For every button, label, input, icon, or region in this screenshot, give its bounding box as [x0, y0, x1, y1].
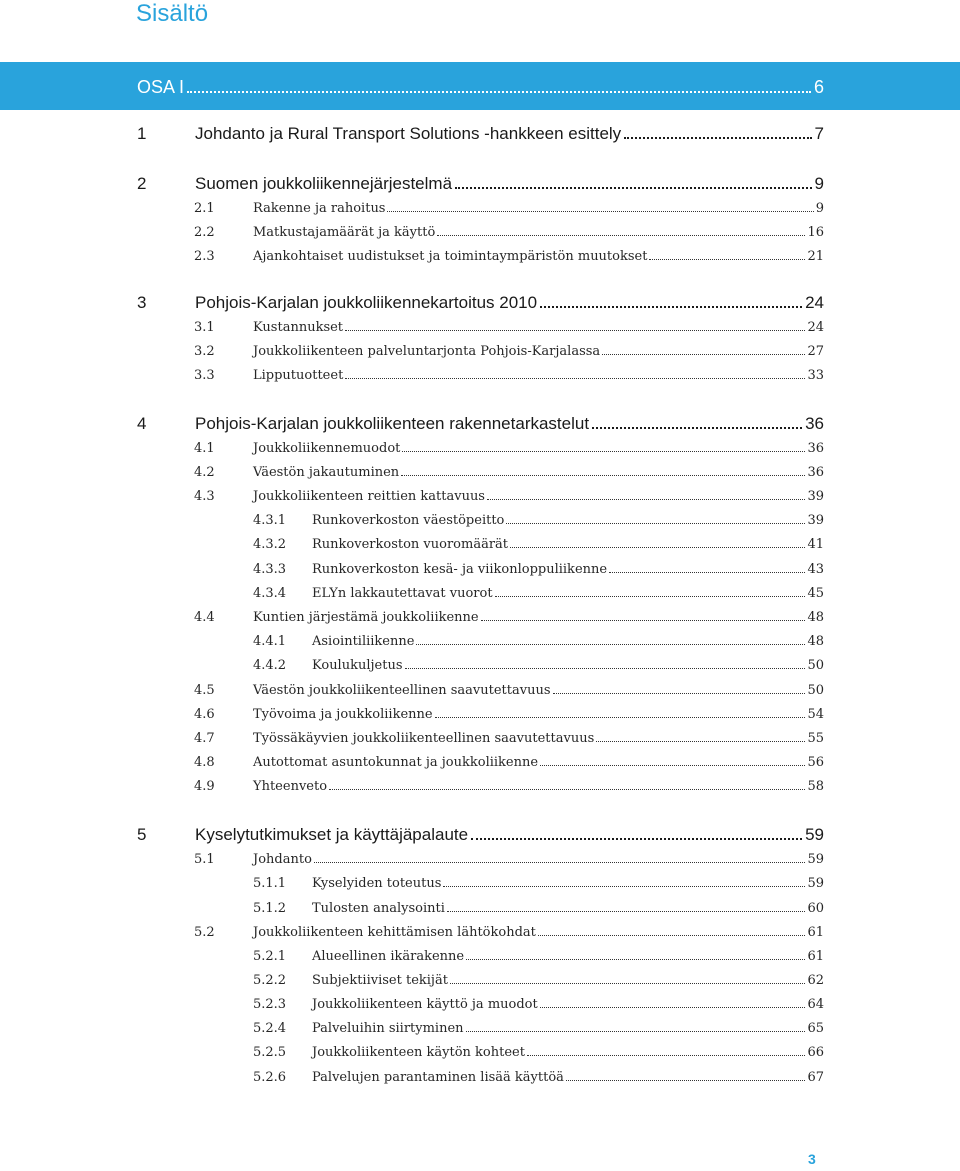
toc-title: Johdanto — [253, 852, 312, 867]
toc-number: 2 — [137, 174, 147, 193]
toc-number: 5.2.3 — [253, 997, 287, 1012]
toc-title: Kyselyiden toteutus — [312, 876, 442, 891]
dot-leader — [649, 259, 805, 260]
toc-page: 36 — [807, 465, 824, 480]
toc-number: 5 — [137, 825, 147, 844]
toc-number: 4.4.2 — [253, 658, 287, 673]
toc-title: Tulosten analysointi — [312, 901, 445, 916]
toc-number: 4.3.1 — [253, 513, 287, 528]
toc-entry[interactable] — [194, 707, 824, 723]
toc-number: 3.3 — [194, 368, 215, 383]
toc-title: Palveluihin siirtyminen — [312, 1021, 464, 1036]
dot-leader — [602, 354, 805, 355]
dot-leader — [405, 668, 806, 669]
toc-number: 3.2 — [194, 344, 215, 359]
dot-leader — [435, 717, 806, 718]
toc-number: 5.2.6 — [253, 1070, 287, 1085]
toc-entry[interactable] — [194, 683, 824, 699]
toc-number: 4.5 — [194, 683, 215, 698]
toc-number: 3.1 — [194, 320, 215, 335]
toc-page: 60 — [807, 901, 824, 916]
toc-number: 4.4 — [194, 610, 215, 625]
dot-leader — [538, 935, 806, 936]
toc-entry[interactable] — [253, 658, 824, 674]
toc-page: 59 — [807, 876, 824, 891]
toc-title: Työvoima ja joukkoliikenne — [253, 707, 433, 722]
toc-title: Palvelujen parantaminen lisää käyttöä — [312, 1070, 564, 1085]
dot-leader — [596, 741, 805, 742]
dot-leader — [495, 596, 806, 597]
toc-number: 5.1.2 — [253, 901, 287, 916]
part-page: 6 — [813, 77, 824, 97]
toc-page: 9 — [814, 174, 824, 193]
toc-entry[interactable] — [137, 414, 824, 434]
toc-page: 43 — [807, 562, 824, 577]
dot-leader — [553, 693, 806, 694]
toc-entry[interactable] — [137, 124, 824, 144]
toc-entry[interactable] — [194, 610, 824, 626]
dot-leader — [437, 235, 805, 236]
toc-page: 62 — [807, 973, 824, 988]
toc-title: Väestön jakautuminen — [253, 465, 400, 480]
toc-page: 67 — [807, 1070, 824, 1085]
toc-title: Koulukuljetus — [312, 658, 403, 673]
dot-leader — [466, 959, 805, 960]
dot-leader — [401, 475, 805, 476]
toc-title: ELYn lakkautettavat vuorot — [312, 586, 493, 601]
toc-title: Alueellinen ikärakenne — [312, 949, 465, 964]
toc-number: 2.2 — [194, 225, 215, 240]
dot-leader — [329, 789, 805, 790]
toc-title: Joukkoliikenteen reittien kattavuus — [253, 489, 485, 504]
toc-page: 33 — [807, 368, 824, 383]
toc-entry[interactable] — [253, 562, 824, 578]
dot-leader — [345, 378, 805, 379]
toc-part-entry[interactable] — [137, 76, 824, 98]
toc-entry[interactable] — [253, 537, 824, 553]
toc-page: 65 — [807, 1021, 824, 1036]
toc-title: Pohjois-Karjalan joukkoliikennekartoitus 2010 — [195, 293, 538, 312]
toc-page: 36 — [807, 441, 824, 456]
toc-title: Ajankohtaiset uudistukset ja toimintaympäristön muutokset — [253, 249, 648, 264]
toc-page: 59 — [807, 852, 824, 867]
dot-leader — [345, 330, 805, 331]
toc-page: 48 — [807, 634, 824, 649]
toc-page: 39 — [807, 489, 824, 504]
toc-title: Subjektiiviset tekijät — [312, 973, 448, 988]
dot-leader — [487, 499, 805, 500]
toc-title: Rakenne ja rahoitus — [253, 201, 386, 216]
toc-number: 4.3.2 — [253, 537, 287, 552]
toc-number: 5.1 — [194, 852, 215, 867]
toc-page: 54 — [807, 707, 824, 722]
toc-entry[interactable] — [194, 465, 824, 481]
dot-leader — [471, 838, 802, 840]
toc-page: 58 — [807, 779, 824, 794]
toc-title: Runkoverkoston vuoromäärät — [312, 537, 509, 552]
toc-page: 61 — [807, 949, 824, 964]
dot-leader — [609, 572, 805, 573]
toc-title: Suomen joukkoliikennejärjestelmä — [195, 174, 453, 193]
toc-number: 3 — [137, 293, 147, 312]
toc-page: 24 — [807, 320, 824, 335]
toc-entry[interactable] — [253, 949, 824, 965]
toc-page: 64 — [807, 997, 824, 1012]
toc-entry[interactable] — [194, 201, 824, 217]
toc-entry[interactable] — [194, 344, 824, 360]
dot-leader — [447, 911, 806, 912]
toc-title: Johdanto ja Rural Transport Solutions -hankkeen esittely — [195, 124, 622, 143]
toc-title: Matkustajamäärät ja käyttö — [253, 225, 436, 240]
toc-page: 50 — [807, 683, 824, 698]
toc-entry[interactable] — [253, 901, 824, 917]
toc-page: 36 — [805, 414, 824, 433]
toc-page: 9 — [815, 201, 824, 216]
dot-leader — [510, 547, 805, 548]
toc-entry[interactable] — [194, 489, 824, 505]
toc-title: Työssäkäyvien joukkoliikenteellinen saavutettavuus — [253, 731, 595, 746]
toc-title: Pohjois-Karjalan joukkoliikenteen rakennetarkastelut — [195, 414, 590, 433]
toc-title: Joukkoliikenteen käyttö ja muodot — [312, 997, 538, 1012]
toc-number: 4.3.3 — [253, 562, 287, 577]
toc-page: 24 — [805, 293, 824, 312]
dot-leader — [592, 427, 802, 429]
toc-page: 21 — [807, 249, 824, 264]
toc-entry[interactable] — [194, 852, 824, 868]
dot-leader — [443, 886, 805, 887]
toc-entry[interactable] — [194, 320, 824, 336]
toc-number: 4.3 — [194, 489, 215, 504]
dot-leader — [540, 1007, 806, 1008]
toc-number: 4.3.4 — [253, 586, 287, 601]
toc-number: 2.3 — [194, 249, 215, 264]
toc-number: 4.6 — [194, 707, 215, 722]
toc-title: Kustannukset — [253, 320, 344, 335]
toc-entry[interactable] — [194, 368, 824, 384]
dot-leader — [450, 983, 806, 984]
toc-entry[interactable] — [194, 755, 824, 771]
toc-number: 4.9 — [194, 779, 215, 794]
dot-leader — [506, 523, 805, 524]
toc-entry[interactable] — [253, 513, 824, 529]
toc-entry[interactable] — [194, 441, 824, 457]
page-title: Sisältö — [136, 0, 209, 27]
toc-page: 56 — [807, 755, 824, 770]
toc-page: 61 — [807, 925, 824, 940]
toc-title: Autottomat asuntokunnat ja joukkoliikenne — [253, 755, 539, 770]
dot-leader — [402, 451, 805, 452]
toc-entry[interactable] — [253, 634, 824, 650]
dot-leader — [540, 765, 805, 766]
dot-leader — [387, 211, 813, 212]
page-number: 3 — [808, 1151, 816, 1167]
toc-entry[interactable] — [194, 731, 824, 747]
toc-entry[interactable] — [137, 825, 824, 845]
toc-page: 45 — [807, 586, 824, 601]
toc-entry[interactable] — [253, 1021, 824, 1037]
toc-title: Kyselytutkimukset ja käyttäjäpalaute — [195, 825, 469, 844]
toc-number: 4.4.1 — [253, 634, 287, 649]
toc-number: 1 — [137, 124, 147, 143]
dot-leader — [527, 1055, 805, 1056]
toc-page: 59 — [805, 825, 824, 844]
toc-page: 66 — [807, 1045, 824, 1060]
dot-leader — [624, 137, 811, 139]
toc-entry[interactable] — [253, 973, 824, 989]
toc-number: 4.1 — [194, 441, 215, 456]
toc-entry[interactable] — [194, 779, 824, 795]
toc-title: Joukkoliikenteen palveluntarjonta Pohjois-Karjalassa — [253, 344, 601, 359]
toc-number: 5.2.5 — [253, 1045, 287, 1060]
dot-leader — [187, 91, 811, 93]
toc-number: 5.2.4 — [253, 1021, 287, 1036]
toc-entry[interactable] — [253, 1070, 824, 1086]
dot-leader — [455, 187, 812, 189]
toc-page: 48 — [807, 610, 824, 625]
toc-number: 5.2.1 — [253, 949, 287, 964]
toc-title: Runkoverkoston kesä- ja viikonloppuliikenne — [312, 562, 608, 577]
toc-title: Yhteenveto — [253, 779, 328, 794]
toc-title: Runkoverkoston väestöpeitto — [312, 513, 505, 528]
toc-title: Kuntien järjestämä joukkoliikenne — [253, 610, 479, 625]
toc-number: 4 — [137, 414, 147, 433]
dot-leader — [314, 862, 806, 863]
dot-leader — [481, 620, 806, 621]
toc-entry[interactable] — [194, 225, 824, 241]
toc-number: 5.2.2 — [253, 973, 287, 988]
toc-entry[interactable] — [194, 249, 824, 265]
toc-number: 4.8 — [194, 755, 215, 770]
toc-page: 16 — [807, 225, 824, 240]
toc-entry[interactable] — [253, 876, 824, 892]
toc-number: 5.1.1 — [253, 876, 287, 891]
toc-entry[interactable] — [253, 586, 824, 602]
toc-number: 5.2 — [194, 925, 215, 940]
toc-page: 39 — [807, 513, 824, 528]
toc-entry[interactable] — [253, 997, 824, 1013]
dot-leader — [566, 1080, 806, 1081]
dot-leader — [540, 306, 802, 308]
toc-number: 2.1 — [194, 201, 215, 216]
toc-entry[interactable] — [253, 1045, 824, 1061]
dot-leader — [416, 644, 805, 645]
toc-page: 50 — [807, 658, 824, 673]
toc-entry[interactable] — [137, 293, 824, 313]
toc-entry[interactable] — [137, 174, 824, 194]
toc-number: 4.7 — [194, 731, 215, 746]
toc-page: 55 — [807, 731, 824, 746]
toc-title: Asiointiliikenne — [312, 634, 415, 649]
toc-page: 7 — [814, 124, 824, 143]
toc-entry[interactable] — [194, 925, 824, 941]
toc-title: Joukkoliikenteen kehittämisen lähtökohdat — [253, 925, 536, 940]
toc-title: Lipputuotteet — [253, 368, 344, 383]
toc-page: 27 — [807, 344, 824, 359]
part-label: OSA I — [137, 77, 185, 97]
toc-title: Joukkoliikennemuodot — [253, 441, 401, 456]
toc-title: Joukkoliikenteen käytön kohteet — [312, 1045, 525, 1060]
toc-title: Väestön joukkoliikenteellinen saavutettavuus — [253, 683, 551, 698]
dot-leader — [466, 1031, 806, 1032]
toc-number: 4.2 — [194, 465, 215, 480]
toc-page: 41 — [807, 537, 824, 552]
